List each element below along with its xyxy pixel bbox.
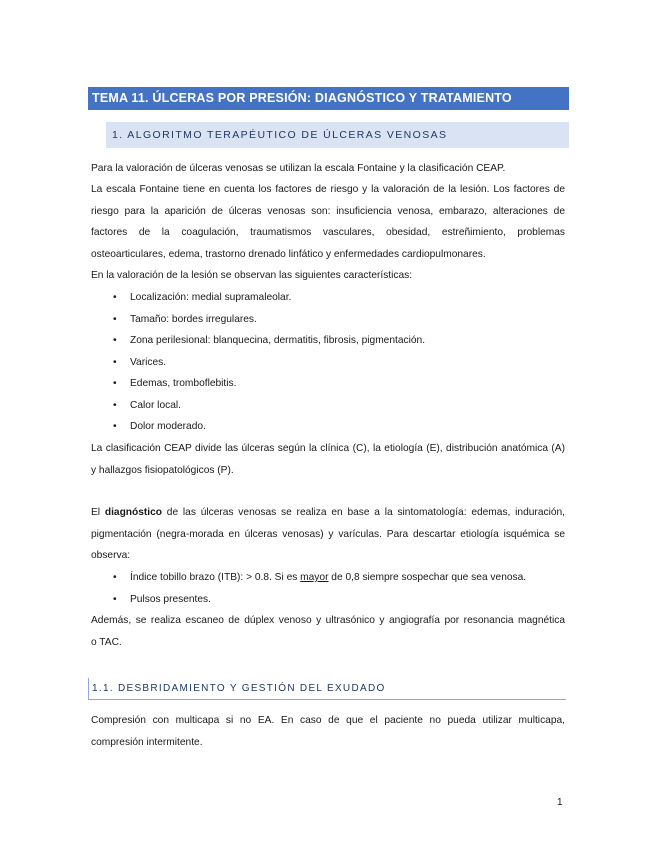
bullet-icon: • [113, 335, 117, 346]
list-item: • Índice tobillo brazo (ITB): > 0.8. Si es mayor de 0,8 siempre sospechar que sea venosa. [110, 567, 550, 589]
bullet-icon: • [113, 421, 117, 432]
paragraph-characteristics: En la valoración de la lesión se observan las siguientes características: [91, 270, 413, 281]
paragraph-diagnosis [91, 502, 565, 567]
paragraph-line: compresión intermitente. [91, 736, 203, 748]
paragraph-line: riesgo para la aparición de úlceras venosas son: insuficiencia venosa, embarazo, alteraciones de [91, 205, 565, 217]
list-item: • Dolor moderado. [110, 416, 550, 438]
list-item: • Calor local. [110, 395, 550, 417]
characteristics-list [110, 287, 550, 438]
paragraph-compression [91, 710, 565, 753]
paragraph-line: Además, se realiza escaneo de dúplex venoso y ultrasónico y angiografía por resonancia magnética [91, 615, 565, 626]
diagnosis-list [110, 567, 550, 610]
bullet-icon: • [113, 399, 117, 411]
bullet-icon: • [113, 593, 117, 605]
bullet-icon: • [113, 572, 117, 583]
paragraph-line: Compresión con multicapa si no EA. En caso de que el paciente no pueda utilizar multicapa, [91, 715, 565, 726]
paragraph-line: osteoarticulares, edema, trastorno drenado linfático y enfermedades cardiopulmonares. [91, 248, 486, 260]
paragraph-line: La clasificación CEAP divide las úlceras según la clínica (C), la etiología (E), distribución anatómica (A) [91, 443, 565, 454]
paragraph-line: observa: [91, 550, 131, 561]
list-item: • Zona perilesional: blanquecina, dermatitis, fibrosis, pigmentación. [110, 330, 550, 352]
section-heading-1: 1. ALGORITMO TERAPÉUTICO DE ÚLCERAS VENOSAS [106, 122, 569, 148]
list-item: • Pulsos presentes. [110, 589, 550, 611]
list-item: • Varices. [110, 352, 550, 374]
page-number: 1 [557, 797, 563, 808]
paragraph-fontaine [91, 179, 565, 265]
paragraph-line: factores de la coagulación, traumatismos vasculares, obesidad, estreñimiento, problemas [91, 227, 565, 238]
paragraph-line: pigmentación (negra-morada en úlceras venosas) y varículas. Para descartar etiología isquémica se [91, 528, 565, 540]
paragraph-line: El diagnóstico de las úlceras venosas se realiza en base a la sintomatología: edemas, induración, [91, 507, 565, 518]
list-item: • Edemas, tromboflebitis. [110, 373, 550, 395]
bullet-icon: • [113, 313, 117, 325]
list-item: • Localización: medial supramaleolar. [110, 287, 550, 309]
bullet-icon: • [113, 292, 117, 303]
paragraph-imaging [91, 610, 565, 653]
paragraph-line: La escala Fontaine tiene en cuenta los factores de riesgo y la valoración de la lesión. Los factores de [91, 184, 565, 195]
paragraph-intro: Para la valoración de úlceras venosas se utilizan la escala Fontaine y la clasificación CEAP. [91, 163, 506, 174]
bold-term: diagnóstico [104, 507, 163, 518]
underlined-term: mayor [300, 572, 329, 583]
paragraph-line: y hallazgos fisiopatológicos (P). [91, 464, 234, 476]
bullet-icon: • [113, 356, 117, 368]
bullet-icon: • [113, 378, 117, 389]
section-heading-1-1: 1.1. DESBRIDAMIENTO Y GESTIÓN DEL EXUDADO [88, 678, 566, 700]
paragraph-line: o TAC. [91, 636, 122, 648]
paragraph-ceap [91, 438, 565, 481]
list-item: • Tamaño: bordes irregulares. [110, 309, 550, 331]
chapter-title: TEMA 11. ÚLCERAS POR PRESIÓN: DIAGNÓSTICO Y TRATAMIENTO [88, 87, 569, 110]
